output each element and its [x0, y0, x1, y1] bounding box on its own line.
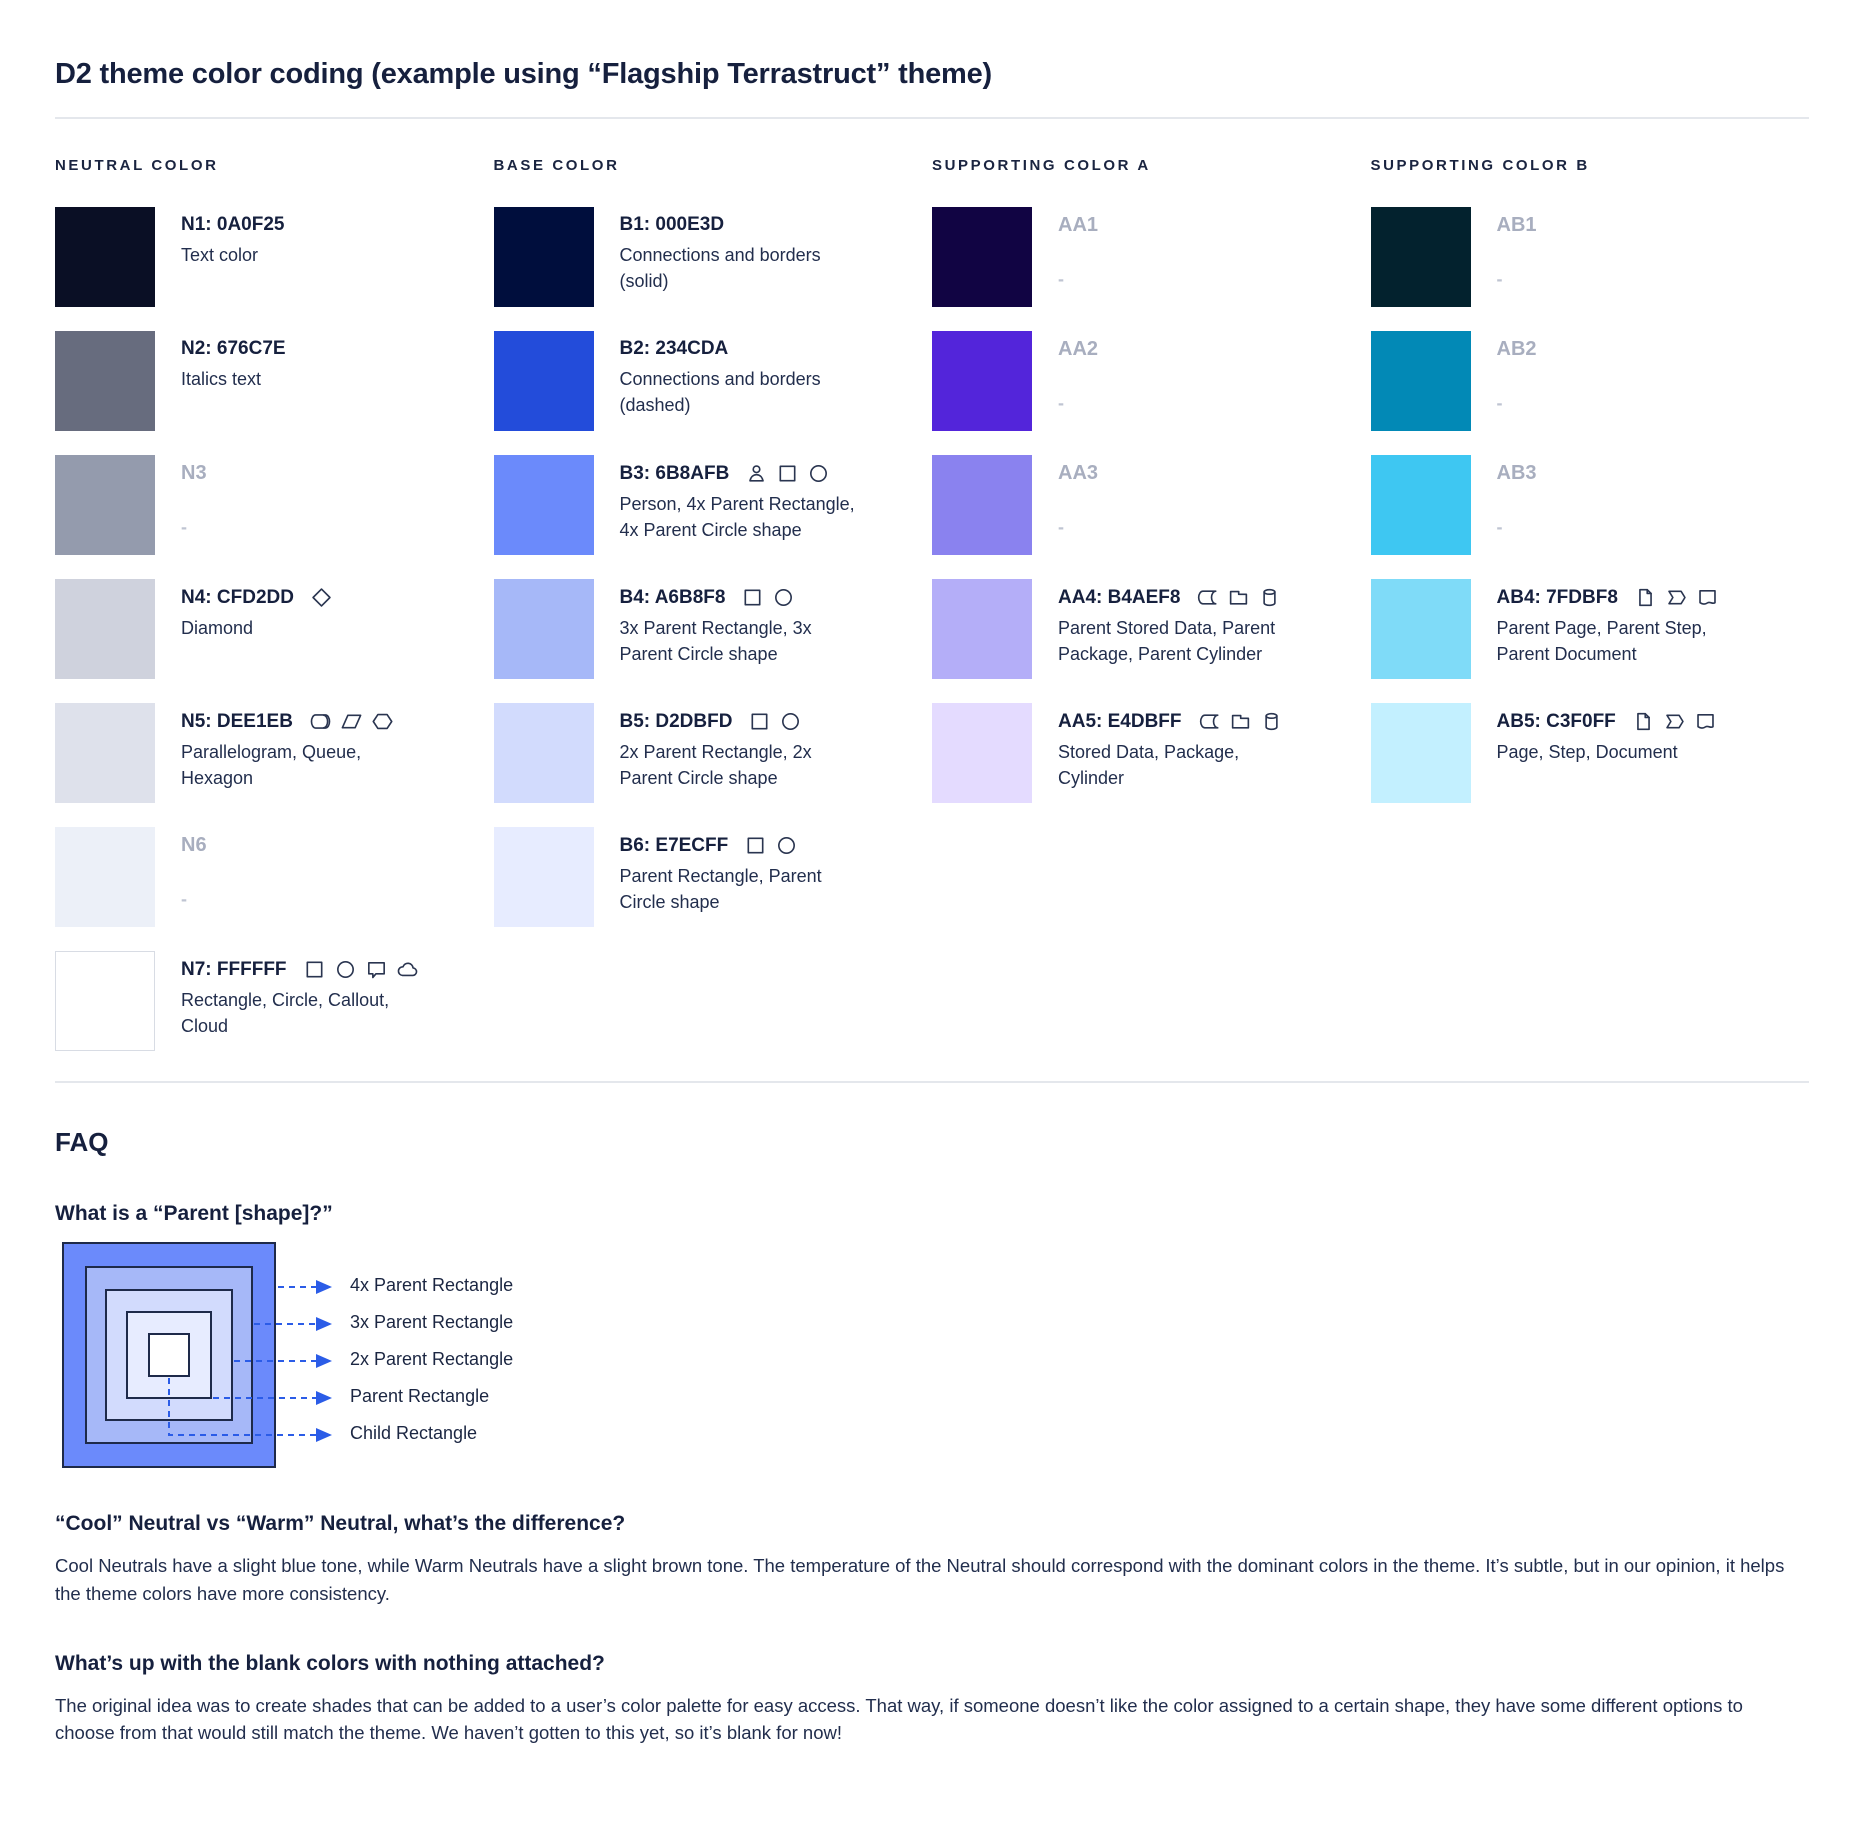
- palette-entry: [494, 827, 933, 927]
- circle-icon: [779, 710, 802, 733]
- color-swatch: [55, 455, 155, 555]
- palette-grid: [55, 157, 1809, 1075]
- column-header: SUPPORTING COLOR B: [1370, 157, 1590, 174]
- callout-icon: [365, 958, 388, 981]
- palette-entry: [55, 331, 494, 431]
- entry-description: -: [1058, 517, 1064, 537]
- color-swatch: [55, 703, 155, 803]
- entry-code: B3: 6B8AFB: [619, 462, 730, 484]
- palette-entry: [55, 579, 494, 679]
- color-swatch: [55, 207, 155, 307]
- color-swatch: [55, 579, 155, 679]
- shape-icons: [1198, 710, 1283, 733]
- palette-column-4: [1371, 157, 1810, 1075]
- palette-entry: [494, 207, 933, 307]
- color-swatch: [494, 207, 594, 307]
- color-swatch: [1371, 331, 1471, 431]
- faq-heading: FAQ: [55, 1127, 109, 1157]
- document-icon: [1694, 710, 1717, 733]
- cylinder-icon: [1260, 710, 1283, 733]
- color-swatch: [1371, 455, 1471, 555]
- page-title: D2 theme color coding (example using “Flagship Terrastruct” theme): [55, 58, 993, 90]
- entry-description: -: [181, 517, 187, 537]
- entry-info: [181, 331, 286, 431]
- entry-info: [181, 579, 333, 679]
- palette-entry: [932, 455, 1371, 555]
- shape-icons: [1196, 586, 1281, 609]
- palette-entry: [932, 331, 1371, 431]
- rectangle-icon: [748, 710, 771, 733]
- shape-icons: [748, 710, 802, 733]
- entry-info: [1058, 455, 1098, 555]
- entry-code: AA3: [1058, 462, 1099, 484]
- entry-description: Connections and borders (solid): [619, 245, 821, 291]
- package-icon: [1229, 710, 1252, 733]
- entry-info: [620, 331, 858, 431]
- circle-icon: [772, 586, 795, 609]
- faq-question-blank-colors: What’s up with the blank colors with nothing attached?: [55, 1651, 605, 1675]
- entry-code: N7: FFFFFF: [181, 958, 287, 980]
- parallelogram-icon: [340, 710, 363, 733]
- entry-code: N5: DEE1EB: [181, 710, 293, 732]
- entry-info: [1058, 331, 1098, 431]
- stored-data-icon: [1196, 586, 1219, 609]
- rectangle-icon: [776, 462, 799, 485]
- entry-code: AB5: C3F0FF: [1496, 710, 1616, 732]
- entry-description: -: [1058, 269, 1064, 289]
- shape-icons: [309, 710, 394, 733]
- entry-description: -: [1496, 517, 1503, 537]
- palette-entry: [932, 207, 1371, 307]
- entry-code: B2: 234CDA: [619, 338, 729, 359]
- entry-info: [1497, 579, 1735, 679]
- entry-description: Parent Stored Data, Parent Package, Parent Cylinder: [1058, 618, 1276, 664]
- circle-icon: [807, 462, 830, 485]
- entry-code: AB2: [1496, 338, 1537, 360]
- entry-description: -: [1496, 269, 1503, 289]
- entry-code: AA5: E4DBFF: [1058, 710, 1182, 732]
- shape-icons: [1632, 710, 1717, 733]
- entry-code: AB3: [1496, 462, 1537, 484]
- parent-shape-diagram: [62, 1242, 762, 1468]
- diagram-layer-5: [148, 1333, 190, 1377]
- color-swatch: [1371, 703, 1471, 803]
- entry-code: N4: CFD2DD: [181, 586, 294, 608]
- entry-info: [181, 951, 419, 1051]
- entry-code: B4: A6B8F8: [619, 586, 726, 608]
- entry-info: [1497, 703, 1717, 803]
- color-swatch: [932, 455, 1032, 555]
- entry-description: Connections and borders (dashed): [619, 369, 821, 415]
- entry-info: [1497, 331, 1537, 431]
- color-swatch: [494, 455, 594, 555]
- color-swatch: [932, 579, 1032, 679]
- entry-description: 3x Parent Rectangle, 3x Parent Circle shape: [619, 618, 812, 664]
- entry-info: [1058, 579, 1296, 679]
- entry-code: AA2: [1058, 338, 1099, 360]
- shape-icons: [310, 586, 333, 609]
- color-swatch: [494, 703, 594, 803]
- entry-info: [620, 207, 858, 307]
- palette-entry: [494, 455, 933, 555]
- diamond-icon: [310, 586, 333, 609]
- color-swatch: [55, 331, 155, 431]
- stored-data-icon: [1198, 710, 1221, 733]
- diagram-label: Child Rectangle: [350, 1423, 478, 1443]
- palette-entry: [932, 703, 1371, 803]
- shape-icons: [745, 462, 830, 485]
- person-icon: [745, 462, 768, 485]
- circle-icon: [775, 834, 798, 857]
- palette-entry: [1371, 703, 1810, 803]
- entry-description: Text color: [181, 245, 259, 265]
- palette-entry: [1371, 331, 1810, 431]
- entry-description: Rectangle, Circle, Callout, Cloud: [181, 990, 390, 1036]
- rectangle-icon: [744, 834, 767, 857]
- palette-entry: [55, 951, 494, 1051]
- entry-code: N6: [181, 834, 207, 856]
- palette-entry: [1371, 207, 1810, 307]
- entry-code: B1: 000E3D: [619, 214, 725, 235]
- divider: [55, 117, 1809, 119]
- palette-entry: [55, 703, 494, 803]
- document-icon: [1696, 586, 1719, 609]
- palette-entry: [1371, 455, 1810, 555]
- entry-description: -: [181, 889, 187, 909]
- entry-info: [181, 827, 207, 927]
- entry-info: [1497, 455, 1537, 555]
- palette-entry: [932, 579, 1371, 679]
- palette-column-3: [932, 157, 1371, 1075]
- entry-info: [1058, 207, 1098, 307]
- entry-description: Diamond: [181, 618, 254, 638]
- faq-answer-blank-colors: The original idea was to create shades that can be added to a user’s color palette for easy access. That way, if someone doesn’t like the color assigned to a certain shape, they have some different options to choose from that would still match the theme. We haven’t gotten to this yet, so it’s blank for now!: [55, 1694, 1743, 1744]
- entry-description: -: [1058, 393, 1064, 413]
- color-swatch: [932, 207, 1032, 307]
- palette-entry: [494, 331, 933, 431]
- color-swatch: [1371, 207, 1471, 307]
- entry-code: B6: E7ECFF: [619, 834, 729, 856]
- faq-question-parent-shape: What is a “Parent [shape]?”: [55, 1202, 333, 1225]
- faq-answer-cool-vs-warm: Cool Neutrals have a slight blue tone, while Warm Neutrals have a slight brown tone. The temperature of the Neutral should correspond with the dominant colors in the theme. It’s subtle, but in our opinion, it helps the theme colors have more consistency.: [55, 1555, 1785, 1604]
- rectangle-icon: [303, 958, 326, 981]
- entry-description: Page, Step, Document: [1496, 742, 1678, 762]
- page-icon: [1634, 586, 1657, 609]
- color-swatch: [55, 951, 155, 1051]
- diagram-label: 2x Parent Rectangle: [350, 1349, 514, 1369]
- nested-rectangles: [62, 1242, 276, 1468]
- color-swatch: [494, 331, 594, 431]
- palette-entry: [494, 703, 933, 803]
- entry-info: [620, 579, 858, 679]
- entry-info: [1058, 703, 1296, 803]
- entry-code: N3: [181, 462, 207, 484]
- cylinder-icon: [1258, 586, 1281, 609]
- diagram-label: 4x Parent Rectangle: [350, 1275, 514, 1295]
- entry-info: [181, 207, 285, 307]
- entry-code: N1: 0A0F25: [181, 214, 285, 235]
- entry-description: Parallelogram, Queue, Hexagon: [181, 742, 362, 788]
- shape-icons: [303, 958, 419, 981]
- column-header: BASE COLOR: [493, 157, 620, 174]
- entry-code: AB4: 7FDBF8: [1496, 586, 1618, 608]
- shape-icons: [744, 834, 798, 857]
- color-swatch: [1371, 579, 1471, 679]
- entry-description: 2x Parent Rectangle, 2x Parent Circle shape: [619, 742, 812, 788]
- color-swatch: [494, 579, 594, 679]
- queue-icon: [309, 710, 332, 733]
- palette-entry: [55, 827, 494, 927]
- entry-description: -: [1496, 393, 1503, 413]
- column-header: SUPPORTING COLOR A: [932, 157, 1151, 174]
- entry-info: [620, 827, 858, 927]
- entry-info: [620, 455, 858, 555]
- entry-code: B5: D2DBFD: [619, 710, 733, 732]
- package-icon: [1227, 586, 1250, 609]
- circle-icon: [334, 958, 357, 981]
- hexagon-icon: [371, 710, 394, 733]
- entry-description: Parent Page, Parent Step, Parent Document: [1496, 618, 1707, 664]
- entry-code: AA1: [1058, 214, 1099, 236]
- cloud-icon: [396, 958, 419, 981]
- entry-description: Parent Rectangle, Parent Circle shape: [619, 866, 822, 912]
- entry-description: Stored Data, Package, Cylinder: [1058, 742, 1240, 788]
- page-icon: [1632, 710, 1655, 733]
- entry-info: [1497, 207, 1537, 307]
- color-swatch: [932, 331, 1032, 431]
- entry-info: [181, 455, 207, 555]
- palette-column-1: [55, 157, 494, 1075]
- palette-entry: [55, 455, 494, 555]
- entry-description: Person, 4x Parent Rectangle, 4x Parent Circle shape: [619, 494, 855, 540]
- entry-info: [620, 703, 858, 803]
- color-swatch: [932, 703, 1032, 803]
- palette-entry: [55, 207, 494, 307]
- shape-icons: [1634, 586, 1719, 609]
- rectangle-icon: [741, 586, 764, 609]
- divider: [55, 1081, 1809, 1083]
- shape-icons: [741, 586, 795, 609]
- faq-question-cool-vs-warm: “Cool” Neutral vs “Warm” Neutral, what’s the difference?: [55, 1512, 626, 1535]
- step-icon: [1665, 586, 1688, 609]
- palette-entry: [494, 579, 933, 679]
- entry-code: AA4: B4AEF8: [1058, 586, 1181, 608]
- entry-code: N2: 676C7E: [181, 338, 286, 359]
- palette-column-2: [494, 157, 933, 1075]
- entry-description: Italics text: [181, 369, 262, 389]
- diagram-label: Parent Rectangle: [350, 1386, 490, 1406]
- entry-code: AB1: [1496, 214, 1537, 236]
- palette-entry: [1371, 579, 1810, 679]
- column-header: NEUTRAL COLOR: [55, 157, 219, 174]
- entry-info: [181, 703, 419, 803]
- color-swatch: [55, 827, 155, 927]
- diagram-label: 3x Parent Rectangle: [350, 1312, 514, 1332]
- step-icon: [1663, 710, 1686, 733]
- color-swatch: [494, 827, 594, 927]
